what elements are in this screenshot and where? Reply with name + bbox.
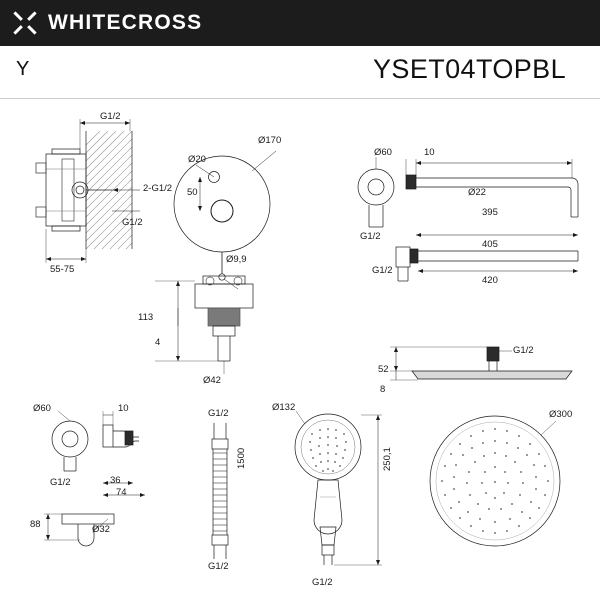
dim-d20: Ø20 xyxy=(188,154,206,165)
dim-420: 420 xyxy=(482,275,498,286)
drawing-vectors xyxy=(0,99,600,600)
dim-d60-arm: Ø60 xyxy=(374,147,392,158)
dim-g12-arm2: G1/2 xyxy=(372,265,393,276)
dim-d42: Ø42 xyxy=(203,375,221,386)
dim-88: 88 xyxy=(30,519,41,530)
title-row xyxy=(0,46,600,98)
series-label: Y xyxy=(16,58,30,80)
dim-d300: Ø300 xyxy=(549,409,573,420)
product-code: YSET04TOPBL xyxy=(373,54,566,84)
technical-drawing-canvas xyxy=(0,99,600,600)
dim-g12-hose-top: G1/2 xyxy=(208,408,229,419)
dim-405: 405 xyxy=(482,239,498,250)
dim-d22: Ø22 xyxy=(468,187,486,198)
dim-d32: Ø32 xyxy=(92,524,110,535)
dim-g12-holder: G1/2 xyxy=(50,477,71,488)
dim-10-holder: 10 xyxy=(118,403,129,414)
dim-d60-holder: Ø60 xyxy=(33,403,51,414)
dim-2501: 250,1 xyxy=(382,447,393,471)
dim-8: 8 xyxy=(380,384,386,395)
dim-36: 36 xyxy=(110,475,121,486)
dim-113: 113 xyxy=(138,312,154,323)
dim-g12-lower-left: G1/2 xyxy=(122,217,143,228)
dim-d132: Ø132 xyxy=(272,402,296,413)
dim-395: 395 xyxy=(482,207,498,218)
dim-4: 4 xyxy=(155,337,161,348)
dim-d170: Ø170 xyxy=(258,135,282,146)
dim-2-g12: 2-G1/2 xyxy=(143,183,173,194)
dim-50: 50 xyxy=(187,187,198,198)
dim-g12-hose-bot: G1/2 xyxy=(208,561,229,572)
x-cross-logo-icon xyxy=(12,10,38,36)
dim-g12-ceiling: G1/2 xyxy=(513,345,534,356)
app-header xyxy=(0,0,600,46)
dim-74: 74 xyxy=(116,487,127,498)
brand-name: WHITECROSS xyxy=(48,11,203,34)
dim-55-75: 55-75 xyxy=(50,264,75,275)
dim-1500: 1500 xyxy=(236,447,247,469)
dim-g12-top: G1/2 xyxy=(100,111,121,122)
dim-g12-arm1: G1/2 xyxy=(360,231,381,242)
dim-52: 52 xyxy=(378,364,389,375)
dim-g12-handshower: G1/2 xyxy=(312,577,333,588)
dim-10-arm: 10 xyxy=(424,147,435,158)
dim-d99: Ø9,9 xyxy=(226,254,247,265)
